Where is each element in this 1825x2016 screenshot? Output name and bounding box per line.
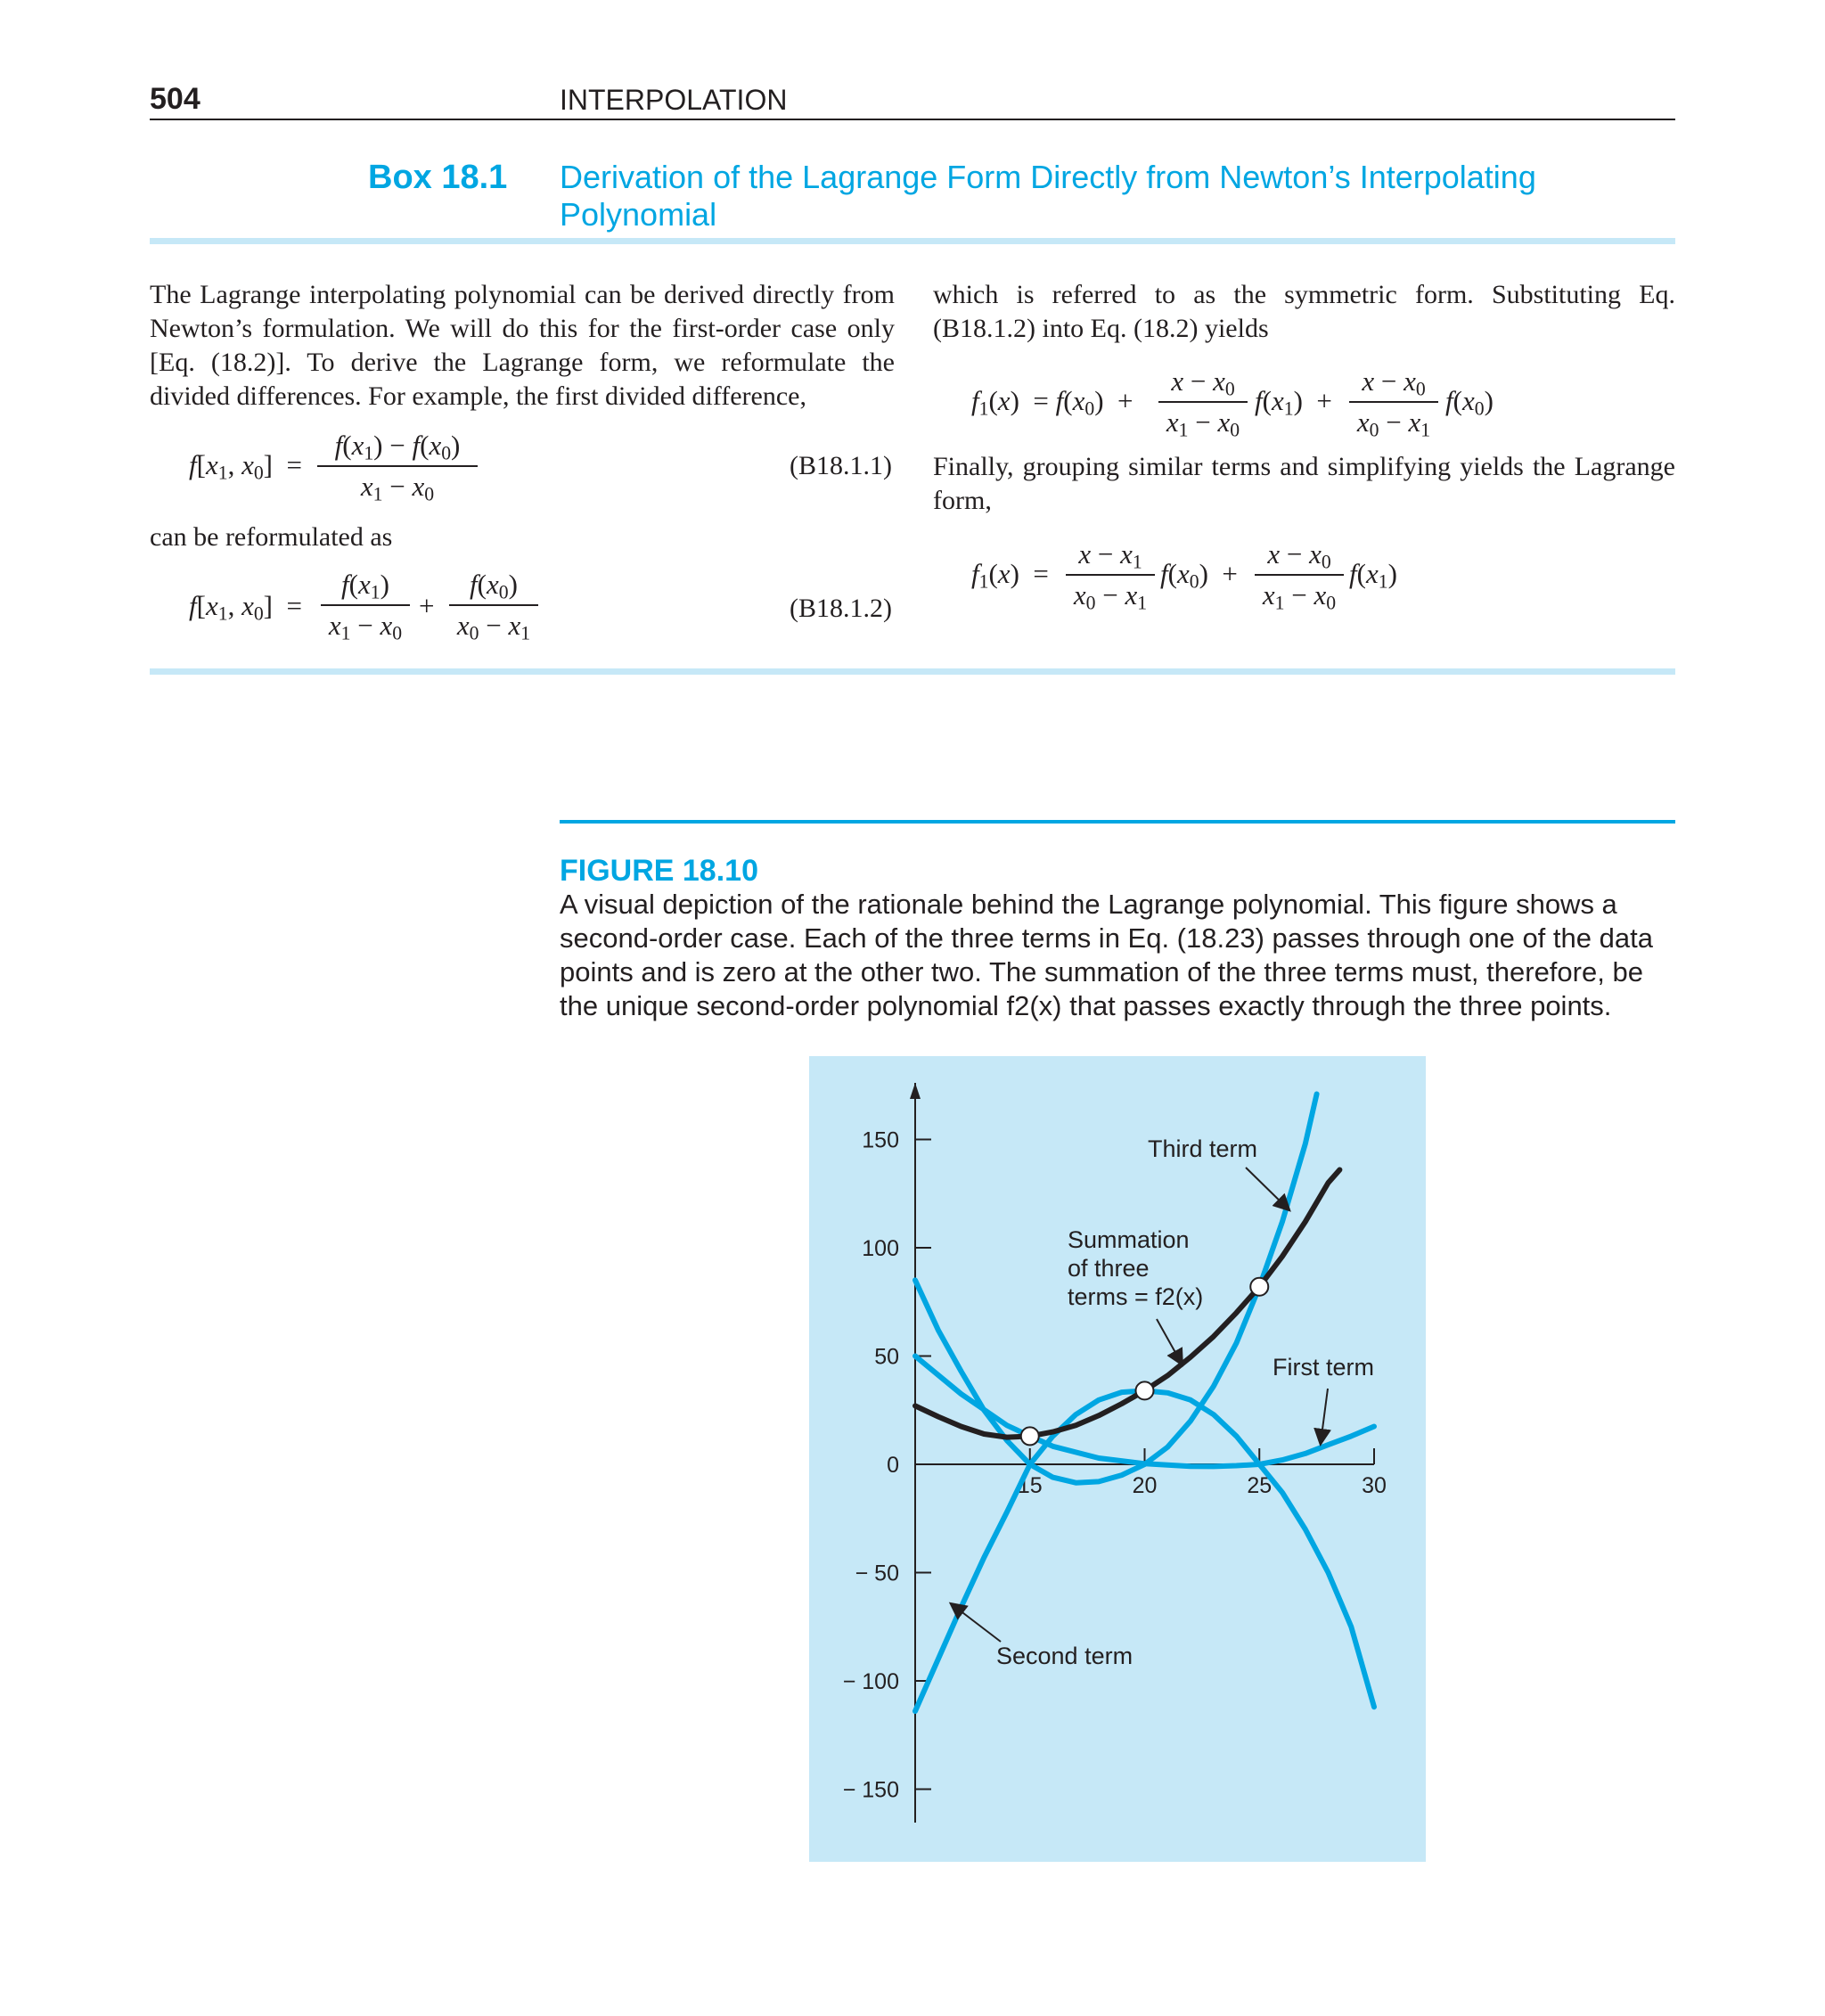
eq-b18-1-1-number: (B18.1.1) (790, 451, 892, 480)
summation-label-line-3: terms = f2(x) (1068, 1283, 1204, 1310)
figure-rule (560, 820, 1675, 824)
third-term-arrow (1246, 1168, 1289, 1209)
eq-b18-1-2-plus: + (419, 590, 435, 621)
eq-lagrange-mid: $f(x_0)$ + (1160, 558, 1238, 593)
box-bottom-rule (150, 668, 1675, 675)
eq-lagrange-fraction-2: $x - x_0$ $x_1 - x_0$ (1255, 538, 1344, 611)
running-head: INTERPOLATION (560, 84, 788, 116)
box-label: Box 18.1 (368, 159, 508, 196)
data-point-marker (1136, 1381, 1154, 1399)
data-point-marker (1250, 1278, 1268, 1296)
box-right-paragraph-1: which is referred to as the symmetric form. Substituting Eq. (B18.1.2) into Eq. (18.2) yields (933, 280, 1675, 343)
eq-substituted-end: $f(x_0)$ (1445, 385, 1494, 420)
eq-b18-1-2-lhs: $f[x_1$, $x_0$] = (189, 590, 302, 625)
x-tick-label: 25 (1247, 1473, 1273, 1498)
box-left-paragraph-2: can be reformulated as (150, 522, 393, 552)
header-rule (150, 119, 1675, 120)
figure-label: FIGURE 18.10 (560, 854, 758, 888)
first-term-arrow (1321, 1389, 1328, 1443)
box-left-paragraph-1: The Lagrange interpolating polynomial can be derived directly from Newton’s formulation. We will do this for the first-order case only [Eq. (18.2)]. To derive the Lagrange form, we reformulate the divided differences. For example, the first divided difference, (150, 280, 895, 411)
box-title: Derivation of the Lagrange Form Directly from Newton’s Interpolating Polynomial (560, 159, 1536, 233)
y-tick-label: 150 (862, 1127, 899, 1153)
lagrange-chart (809, 1056, 1426, 1862)
second-term-label: Second term (996, 1643, 1133, 1669)
eq-substituted-fraction-1: $x - x_0$ $x_1 - x_0$ (1158, 365, 1248, 438)
eq-lagrange-fraction-1: $x - x_1$ $x_0 - x_1$ (1066, 538, 1155, 611)
third-term-label: Third term (1148, 1135, 1258, 1162)
summation-arrow (1157, 1319, 1182, 1364)
page-number: 504 (150, 82, 201, 116)
eq-b18-1-1-lhs: $f[x_1$, $x_0$] = (189, 449, 302, 484)
figure-caption: A visual depiction of the rationale behind the Lagrange polynomial. This figure shows a second-order case. Each of the three terms in Eq. (18.23) passes through one of the data points and is zero at the other two. The summation of the three terms must, therefore, be the unique second-order polynomial f2(x) that passes exactly through the three points. (560, 889, 1653, 1021)
box-top-rule (150, 238, 1675, 244)
eq-lagrange-lhs: $f_1(x)$ = (971, 558, 1049, 593)
y-tick-label: − 150 (842, 1777, 899, 1803)
eq-b18-1-2-number: (B18.1.2) (790, 594, 892, 623)
eq-substituted-mid: $f(x_1)$ + (1255, 385, 1332, 420)
y-tick-label: 50 (874, 1344, 899, 1370)
y-tick-label: − 100 (842, 1669, 899, 1694)
x-tick-label: 15 (1017, 1473, 1043, 1498)
eq-b18-1-2-fraction-1: $f(x_1)$ $x_1 - x_0$ (321, 569, 410, 642)
second-term-arrow (952, 1604, 1001, 1642)
y-axis-arrow (910, 1083, 921, 1099)
eq-b18-1-1-fraction: $f(x_1) - f(x_0)$ $x_1 - x_0$ (317, 430, 478, 503)
eq-lagrange-end: $f(x_1)$ (1349, 558, 1397, 593)
eq-b18-1-2-fraction-2: $f(x_0)$ $x_0 - x_1$ (449, 569, 538, 642)
eq-substituted-lhs: $f_1(x) = f(x_0)$ + (971, 385, 1133, 420)
summation-label-line-1: Summation (1068, 1226, 1190, 1253)
summation-label-line-2: of three (1068, 1255, 1150, 1282)
y-tick-label: − 50 (855, 1561, 899, 1586)
data-point-marker (1021, 1427, 1039, 1445)
y-tick-label: 100 (862, 1236, 899, 1261)
eq-substituted-fraction-2: $x - x_0$ $x_0 - x_1$ (1349, 365, 1438, 438)
first-term-label: First term (1273, 1354, 1374, 1381)
x-tick-label: 30 (1362, 1473, 1387, 1498)
box-right-paragraph-2: Finally, grouping similar terms and simplifying yields the Lagrange form, (933, 452, 1675, 515)
x-tick-label: 20 (1132, 1473, 1158, 1498)
second-term-curve (915, 1390, 1374, 1711)
y-tick-label: 0 (887, 1453, 899, 1478)
